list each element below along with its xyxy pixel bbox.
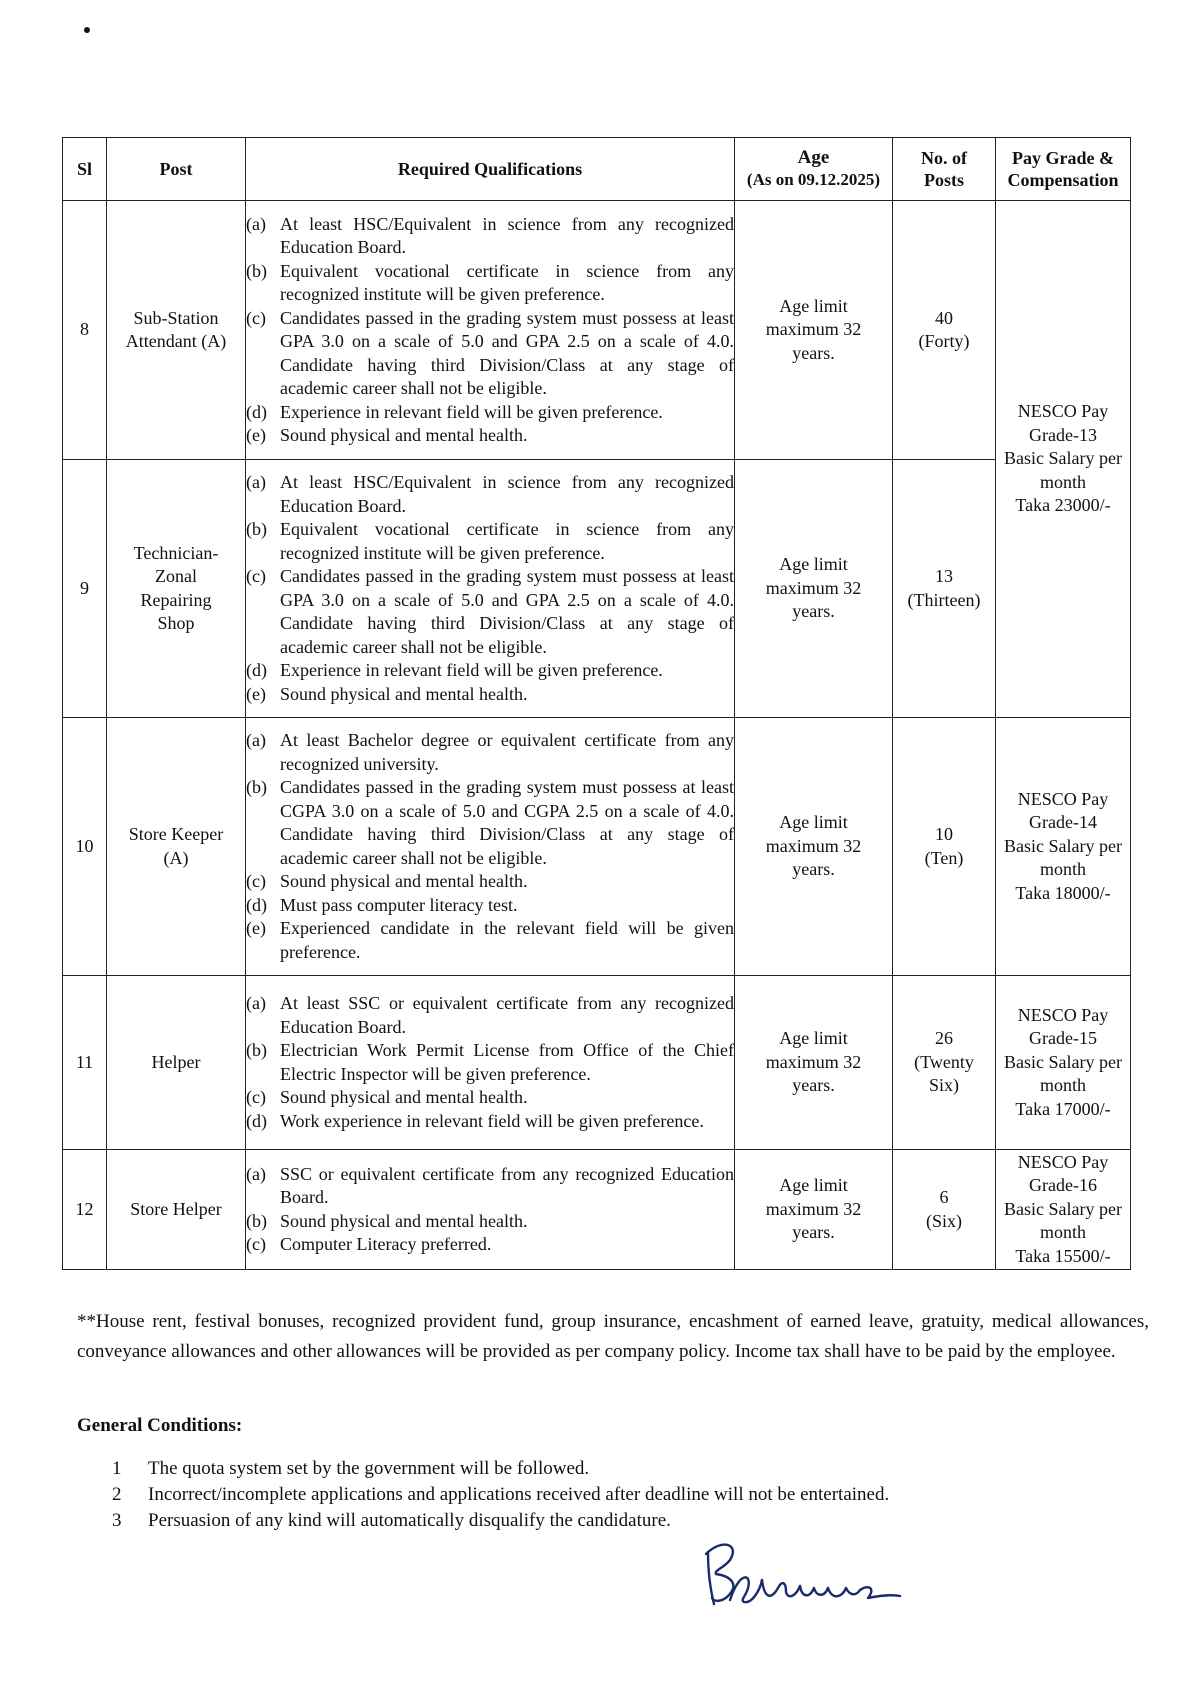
row-pay-grade-13 bbox=[996, 201, 1131, 718]
age-line: years. bbox=[792, 859, 835, 880]
qualification-text: Candidates passed in the grading system must possess at least GPA 3.0 on a scale of 5.0 and GPA 2.5 on a scale of 4.0. Candidate having third Division/Class at any stage of academic career shall not be eligible. bbox=[280, 566, 734, 657]
qualification-label: (a) bbox=[246, 1163, 266, 1184]
general-conditions-title: General Conditions: bbox=[77, 1415, 243, 1436]
age-line: years. bbox=[792, 342, 835, 363]
post-line: Shop bbox=[157, 613, 195, 633]
posts-line: (Ten) bbox=[924, 847, 964, 868]
post-line: Helper bbox=[151, 1051, 201, 1072]
qualification-text: Work experience in relevant field will be given preference. bbox=[280, 1110, 704, 1131]
qualification-label: (c) bbox=[246, 307, 266, 328]
qualification-label: (e) bbox=[246, 425, 266, 445]
qualification-text: Electrician Work Permit License from Office of the Chief Electric Inspector will be given preference. bbox=[280, 1040, 734, 1084]
row-posts bbox=[893, 1150, 996, 1270]
qualification-item bbox=[246, 565, 734, 659]
table-row bbox=[63, 718, 1131, 976]
row-age bbox=[735, 1150, 893, 1270]
table-row bbox=[63, 976, 1131, 1150]
condition-text: Persuasion of any kind will automatically disqualify the candidature. bbox=[148, 1510, 671, 1531]
pay-line: Taka 17000/- bbox=[1015, 1098, 1111, 1119]
qualification-label: (a) bbox=[246, 993, 266, 1013]
row-sl: 11 bbox=[63, 976, 107, 1150]
age-line: maximum 32 bbox=[765, 835, 862, 856]
qualification-text: Equivalent vocational certificate in science from any recognized institute will be given preference. bbox=[280, 519, 734, 563]
qualification-label: (a) bbox=[246, 730, 266, 750]
pay-line: NESCO Pay bbox=[1017, 401, 1109, 422]
header-age-date: (As on 09.12.2025) bbox=[746, 170, 881, 189]
post-line: Store Keeper bbox=[128, 824, 224, 844]
row-qualifications bbox=[246, 976, 735, 1150]
row-qualifications bbox=[246, 1150, 735, 1270]
row-qualifications bbox=[246, 201, 735, 460]
posts-line: 40 bbox=[935, 307, 953, 328]
age-line: Age limit bbox=[779, 295, 848, 316]
condition-text: The quota system set by the government will be followed. bbox=[148, 1458, 590, 1479]
pay-line: Basic Salary per bbox=[1004, 835, 1122, 856]
pay-line: month bbox=[1039, 1222, 1086, 1243]
pay-line: Basic Salary per bbox=[1004, 1051, 1122, 1072]
header-qualifications: Required Qualifications bbox=[246, 138, 735, 201]
qualification-label: (c) bbox=[246, 1234, 266, 1254]
general-conditions-list bbox=[112, 1456, 889, 1534]
qualification-text: Candidates passed in the grading system must possess at least GPA 3.0 on a scale of 5.0 and GPA 2.5 on a scale of 4.0. Candidate having third Division/Class at any stage of academic career shall not be eligible. bbox=[280, 307, 734, 398]
qualification-item bbox=[246, 1110, 734, 1134]
qualification-item bbox=[246, 894, 734, 918]
age-line: maximum 32 bbox=[765, 319, 862, 340]
posts-line: 13 bbox=[935, 566, 953, 586]
row-age bbox=[735, 460, 893, 718]
table-row bbox=[63, 1150, 1131, 1270]
row-posts bbox=[893, 976, 996, 1150]
qualification-label: (a) bbox=[246, 472, 266, 492]
row-qualifications bbox=[246, 718, 735, 976]
header-posts-line1: No. of bbox=[921, 148, 967, 168]
qualification-label: (b) bbox=[246, 777, 267, 797]
table-header-row bbox=[63, 138, 1131, 201]
row-post bbox=[107, 201, 246, 460]
qualification-item bbox=[246, 424, 734, 448]
qualification-text: At least HSC/Equivalent in science from any recognized Education Board. bbox=[280, 472, 734, 516]
pay-line: Basic Salary per bbox=[1004, 448, 1122, 469]
condition-number: 2 bbox=[112, 1484, 122, 1505]
qualification-text: At least HSC/Equivalent in science from any recognized Education Board. bbox=[280, 213, 734, 257]
age-line: Age limit bbox=[779, 554, 848, 575]
header-posts bbox=[893, 138, 996, 201]
row-posts bbox=[893, 201, 996, 460]
qualification-label: (d) bbox=[246, 401, 267, 422]
age-line: years. bbox=[792, 601, 835, 622]
row-post bbox=[107, 460, 246, 718]
pay-line: month bbox=[1039, 471, 1086, 492]
qualification-item bbox=[246, 213, 734, 260]
qualification-text: Experience in relevant field will be given preference. bbox=[280, 401, 663, 422]
pay-line: Taka 18000/- bbox=[1015, 882, 1111, 903]
qualification-text: At least Bachelor degree or equivalent certificate from any recognized university. bbox=[280, 730, 734, 774]
age-line: years. bbox=[792, 1075, 835, 1096]
qualification-item bbox=[246, 917, 734, 964]
pay-line: month bbox=[1039, 1075, 1086, 1096]
qualification-label: (d) bbox=[246, 894, 267, 915]
row-sl: 8 bbox=[63, 201, 107, 460]
post-line: Store Helper bbox=[130, 1198, 222, 1219]
qualification-label: (e) bbox=[246, 683, 266, 704]
row-age bbox=[735, 201, 893, 460]
qualification-label: (a) bbox=[246, 213, 266, 234]
posts-line: 26 bbox=[935, 1028, 953, 1049]
header-age-title: Age bbox=[797, 147, 830, 168]
age-line: Age limit bbox=[779, 1175, 848, 1196]
posts-line: Six) bbox=[928, 1075, 959, 1096]
qualification-item bbox=[246, 307, 734, 401]
row-qualifications bbox=[246, 460, 735, 718]
qualification-text: Candidates passed in the grading system must possess at least CGPA 3.0 on a scale of 5.0 and CGPA 2.5 on a scale of 4.0. Candidate having third Division/Class at any stage of academic career shall not be eligible. bbox=[280, 777, 734, 868]
qualification-text: Experienced candidate in the relevant field will be given preference. bbox=[280, 918, 734, 962]
qualification-item bbox=[246, 729, 734, 776]
table-row bbox=[63, 201, 1131, 460]
pay-line: NESCO Pay bbox=[1017, 788, 1109, 809]
row-age bbox=[735, 976, 893, 1150]
header-post: Post bbox=[107, 138, 246, 201]
qualification-label: (b) bbox=[246, 1040, 267, 1060]
qualification-item bbox=[246, 870, 734, 894]
post-line: Technician- bbox=[133, 542, 219, 563]
job-table bbox=[62, 137, 1131, 1270]
row-post bbox=[107, 976, 246, 1150]
qualification-item bbox=[246, 518, 734, 565]
list-item bbox=[112, 1482, 889, 1508]
header-posts-line2: Posts bbox=[924, 170, 964, 190]
qualification-label: (d) bbox=[246, 1110, 267, 1131]
header-pay-line2: Compensation bbox=[1007, 170, 1119, 190]
list-item bbox=[112, 1456, 889, 1482]
qualification-text: Sound physical and mental health. bbox=[280, 871, 528, 891]
post-line: Zonal bbox=[155, 566, 197, 586]
row-post bbox=[107, 718, 246, 976]
signature-icon bbox=[700, 1530, 910, 1620]
age-line: Age limit bbox=[779, 812, 848, 833]
condition-text: Incorrect/incomplete applications and applications received after deadline will not be entertained. bbox=[148, 1484, 890, 1505]
post-line: Attendant (A) bbox=[125, 331, 227, 351]
posts-line: (Forty) bbox=[918, 331, 970, 351]
qualification-label: (d) bbox=[246, 660, 267, 680]
qualification-label: (e) bbox=[246, 918, 266, 938]
qualification-label: (b) bbox=[246, 260, 267, 281]
qualification-text: Sound physical and mental health. bbox=[280, 683, 528, 704]
qualification-item bbox=[246, 1039, 734, 1086]
qualification-text: Sound physical and mental health. bbox=[280, 1210, 528, 1231]
qualification-item bbox=[246, 471, 734, 518]
qualification-item bbox=[246, 401, 734, 425]
qualification-item bbox=[246, 1233, 734, 1257]
age-line: maximum 32 bbox=[765, 1198, 862, 1219]
post-line: Sub-Station bbox=[133, 307, 219, 328]
condition-number: 3 bbox=[112, 1510, 122, 1531]
pay-line: month bbox=[1039, 859, 1086, 880]
posts-line: (Twenty bbox=[914, 1051, 974, 1072]
qualification-label: (b) bbox=[246, 519, 267, 539]
pay-line: Grade-15 bbox=[1029, 1028, 1097, 1049]
condition-number: 1 bbox=[112, 1458, 122, 1479]
age-line: years. bbox=[792, 1222, 835, 1243]
pay-line: Grade-16 bbox=[1029, 1175, 1097, 1196]
benefits-note: **House rent, festival bonuses, recognized provident fund, group insurance, encashment of earned leave, gratuity, medical allowances, conveyance allowances and other allowances will be provided as per company policy. Income tax shall have to be paid by the employee. bbox=[77, 1311, 1149, 1362]
posts-line: 6 bbox=[939, 1187, 949, 1207]
qualification-item bbox=[246, 659, 734, 683]
qualification-text: At least SSC or equivalent certificate from any recognized Education Board. bbox=[280, 993, 734, 1037]
qualification-label: (c) bbox=[246, 566, 266, 586]
header-age bbox=[735, 138, 893, 201]
row-pay bbox=[996, 718, 1131, 976]
pay-line: Grade-13 bbox=[1029, 424, 1097, 445]
qualification-text: SSC or equivalent certificate from any recognized Education Board. bbox=[280, 1163, 734, 1207]
qualification-item bbox=[246, 1210, 734, 1234]
qualification-label: (c) bbox=[246, 1087, 266, 1107]
age-line: maximum 32 bbox=[765, 1051, 862, 1072]
qualification-label: (b) bbox=[246, 1210, 267, 1231]
qualification-item bbox=[246, 776, 734, 870]
posts-line: 10 bbox=[935, 824, 953, 844]
posts-line: (Six) bbox=[926, 1210, 962, 1231]
qualification-item bbox=[246, 683, 734, 707]
header-pay-line1: Pay Grade & bbox=[1012, 148, 1114, 168]
age-line: maximum 32 bbox=[765, 577, 862, 598]
qualification-text: Experience in relevant field will be given preference. bbox=[280, 660, 663, 680]
row-posts bbox=[893, 718, 996, 976]
posts-line: (Thirteen) bbox=[907, 589, 981, 610]
table-row bbox=[63, 460, 1131, 718]
pay-line: Taka 23000/- bbox=[1015, 495, 1111, 516]
pay-line: Basic Salary per bbox=[1004, 1198, 1122, 1219]
pay-line: Taka 15500/- bbox=[1015, 1245, 1111, 1266]
qualification-item bbox=[246, 1163, 734, 1210]
row-age bbox=[735, 718, 893, 976]
qualification-label: (c) bbox=[246, 871, 266, 891]
header-sl: Sl bbox=[63, 138, 107, 201]
qualification-text: Equivalent vocational certificate in science from any recognized institute will be given preference. bbox=[280, 260, 734, 304]
pay-line: NESCO Pay bbox=[1017, 1151, 1109, 1172]
post-line: Repairing bbox=[140, 589, 212, 610]
post-line: (A) bbox=[163, 847, 189, 868]
row-sl: 12 bbox=[63, 1150, 107, 1270]
qualification-text: Must pass computer literacy test. bbox=[280, 894, 518, 915]
pay-line: NESCO Pay bbox=[1017, 1004, 1109, 1025]
row-sl: 10 bbox=[63, 718, 107, 976]
qualification-item bbox=[246, 992, 734, 1039]
header-pay bbox=[996, 138, 1131, 201]
pay-line: Grade-14 bbox=[1029, 812, 1097, 833]
age-line: Age limit bbox=[779, 1028, 848, 1049]
qualification-text: Computer Literacy preferred. bbox=[280, 1234, 492, 1254]
ink-dot bbox=[84, 27, 90, 33]
row-posts bbox=[893, 460, 996, 718]
row-sl: 9 bbox=[63, 460, 107, 718]
row-post bbox=[107, 1150, 246, 1270]
row-pay bbox=[996, 1150, 1131, 1270]
qualification-item bbox=[246, 1086, 734, 1110]
qualification-text: Sound physical and mental health. bbox=[280, 425, 528, 445]
row-pay bbox=[996, 976, 1131, 1150]
qualification-text: Sound physical and mental health. bbox=[280, 1087, 528, 1107]
qualification-item bbox=[246, 260, 734, 307]
